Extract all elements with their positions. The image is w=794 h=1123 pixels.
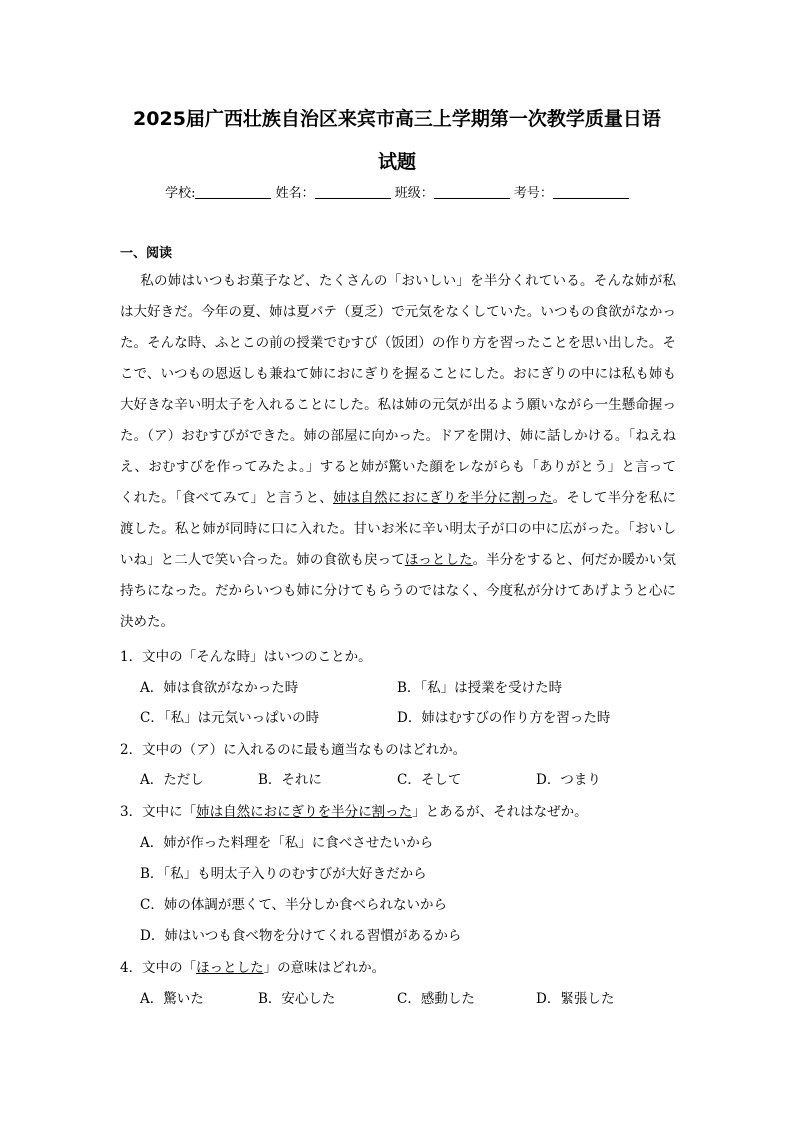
q4-prefix: 4．文中の「: [120, 960, 197, 976]
q1-option-c: C．「私」は元気いっぱいの時: [140, 710, 320, 726]
q4-option-c: C．感動した: [397, 991, 475, 1007]
school-blank: [195, 186, 271, 199]
q3-option-c: C．姉の体調が悪くて、半分しか食べられないから: [140, 897, 448, 913]
q2-option-a: A．ただし: [140, 772, 204, 788]
section-title: 一、阅读: [120, 246, 173, 261]
q1-option-b: B．「私」は授業を受けた時: [397, 680, 563, 696]
q4-option-d: D．緊張した: [536, 991, 615, 1007]
exam-title-cont: 试题: [377, 151, 416, 173]
q3-option-b: B．「私」も明太子入りのむすびが大好きだから: [140, 866, 427, 882]
student-info-line: [0, 182, 794, 201]
q4-option-a: A．驚いた: [140, 991, 204, 1007]
q3-option-d: D．姉はいつも食べ物を分けてくれる習慣があるから: [140, 928, 462, 944]
name-label: 姓名：: [275, 186, 315, 201]
question-2: 2．文中の（ア）に入れるのに最も適当なものはどれか。: [120, 742, 467, 758]
passage-underline-2: ほっとした: [404, 552, 473, 568]
school-label: 学校:: [165, 186, 196, 201]
class-label: 班级：: [394, 186, 434, 201]
question-3: [120, 800, 588, 820]
question-1: 1．文中の「そんな時」はいつのことか。: [120, 649, 372, 665]
exam-title: 2025届广西壮族自治区来宾市高三上学期第一次教学质量日语: [133, 108, 661, 130]
q3-suffix: 」とあるが、それはなぜか。: [412, 804, 588, 820]
reading-passage: [120, 266, 676, 638]
passage-part-3: 。半分をすると、何だか暖かい気持ちになった。だからいつも姉に分けてもらうのではなく、今度私が分けてあげようと心に決めた。: [120, 552, 676, 630]
q3-underline: 姉は自然におにぎりを半分に割った: [196, 804, 413, 820]
q2-option-d: D．つまり: [536, 772, 601, 788]
q2-option-c: C．そして: [397, 772, 462, 788]
q4-option-b: B．安心した: [258, 991, 336, 1007]
passage-part-2: 。そして半分を私に渡した。私と姉が同時に口に入れた。甘いお米に辛い明太子が口の中に広がった。「おいしいね」と二人で笑い合った。姉の食欲も戻って: [120, 490, 677, 568]
question-4: [120, 956, 385, 976]
q4-underline: ほっとした: [196, 960, 264, 976]
q3-prefix: 3．文中に「: [120, 804, 197, 820]
name-blank: [315, 186, 391, 199]
exam-no-label: 考号：: [513, 186, 553, 201]
class-blank: [434, 186, 510, 199]
q3-option-a: A．姉が作った料理を「私」に食べさせたいから: [140, 835, 434, 851]
q2-option-b: B．それに: [258, 772, 322, 788]
q1-option-a: A．姉は食欲がなかった時: [140, 680, 299, 696]
q4-suffix: 」の意味はどれか。: [263, 960, 386, 976]
exam-no-blank: [553, 186, 629, 199]
passage-underline-1: 姉は自然におにぎりを半分に割った: [332, 490, 553, 506]
q1-option-d: D．姉はむすびの作り方を習った時: [397, 710, 611, 726]
passage-part-1: 私の姉はいつもお菓子など、たくさんの「おいしい」を半分くれている。そんな姉が私は大好きだ。今年の夏、姉は夏バテ（夏乏）で元気をなくしていた。いつもの食欲がなかった。そんな時、ふとこの前の授業でむすび（饭团）の作り方を習ったことを思い出した。そこで、いつもの恩返しも兼ねて姉におにぎりを握ることにした。おにぎりの中には私も姉も大好きな辛い明太子を入れることにした。私は姉の元気が出るよう願いながら一生懸命握った。（ア）おむすびができた。姉の部屋に向かった。ドアを開け、姉に話しかける。「ねえねえ、おむすびを作ってみたよ。」すると姉が驚いた顔をレながらも「ありがとう」と言ってくれた。「食べてみて」と言うと、: [120, 273, 676, 506]
